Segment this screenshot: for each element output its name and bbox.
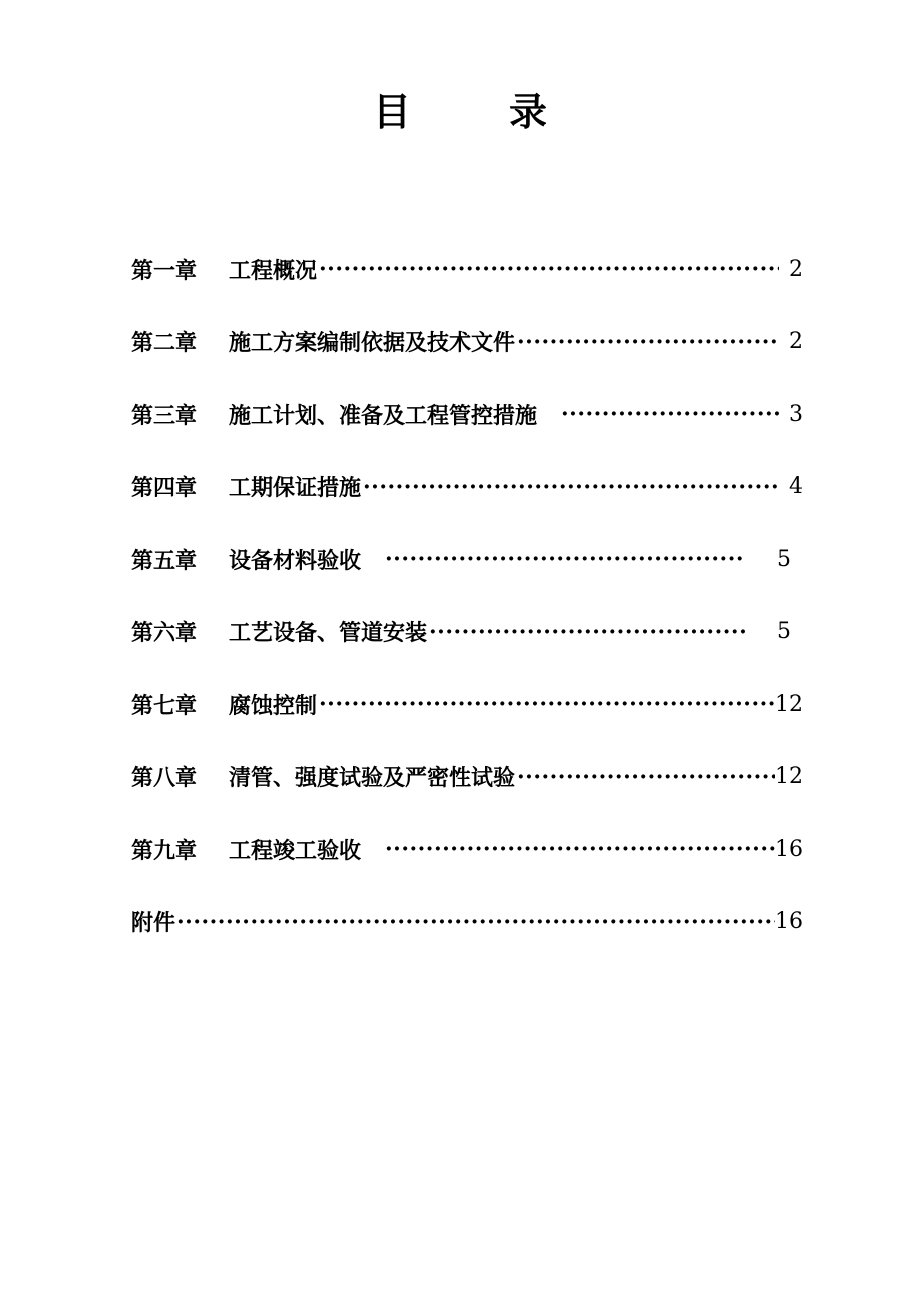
toc-page-number: 2 [789, 329, 803, 354]
toc-heading: 工期保证措施 [229, 475, 362, 501]
table-of-contents [131, 245, 803, 970]
toc-entry-appendix[interactable] [131, 898, 803, 946]
toc-entry-2[interactable] [131, 318, 803, 366]
toc-page-number: 5 [777, 619, 791, 644]
toc-leader-dots [175, 909, 775, 935]
toc-page-number: 5 [777, 546, 791, 572]
toc-leader-dots [361, 474, 779, 500]
toc-chapter-number: 第七章 [131, 692, 198, 719]
toc-chapter-number: 第八章 [131, 765, 198, 791]
toc-leader-dots [317, 691, 775, 717]
toc-leader-dots [383, 546, 745, 572]
toc-entry-8[interactable] [131, 753, 803, 801]
toc-heading: 附件 [131, 910, 176, 936]
toc-chapter-number: 第九章 [131, 837, 198, 864]
toc-page-number: 3 [789, 401, 803, 427]
toc-chapter-number: 第三章 [131, 402, 198, 429]
toc-page-number: 12 [775, 764, 803, 789]
toc-chapter-number: 第二章 [131, 330, 198, 356]
toc-entry-3[interactable] [131, 390, 803, 438]
toc-chapter-number: 第一章 [131, 257, 198, 284]
toc-heading: 清管、强度试验及严密性试验 [229, 765, 516, 791]
toc-page-number: 16 [775, 909, 803, 934]
toc-entry-4[interactable] [131, 463, 803, 511]
toc-page-number: 16 [775, 836, 803, 862]
toc-chapter-number: 第五章 [131, 547, 198, 574]
toc-heading: 腐蚀控制 [229, 692, 318, 719]
toc-leader-dots [427, 619, 745, 645]
toc-entry-5[interactable] [131, 535, 803, 583]
toc-leader-dots [515, 764, 775, 790]
title-char-right: 录 [509, 89, 548, 134]
toc-page-number: 12 [775, 691, 803, 717]
toc-page-number: 4 [789, 474, 803, 499]
page-title [0, 86, 920, 138]
toc-heading: 工程概况 [229, 257, 318, 284]
toc-heading: 设备材料验收 [229, 547, 362, 574]
toc-leader-dots [383, 836, 775, 862]
toc-heading: 施工方案编制依据及技术文件 [229, 330, 516, 356]
toc-chapter-number: 第六章 [131, 620, 198, 646]
toc-entry-7[interactable] [131, 680, 803, 728]
toc-leader-dots [317, 256, 779, 282]
toc-heading: 工艺设备、管道安装 [229, 620, 428, 646]
toc-heading: 工程竣工验收 [229, 837, 362, 864]
toc-entry-9[interactable] [131, 825, 803, 873]
toc-leader-dots [515, 329, 779, 355]
toc-leader-dots [559, 401, 779, 427]
toc-chapter-number: 第四章 [131, 475, 198, 501]
toc-heading: 施工计划、准备及工程管控措施 [229, 402, 538, 429]
toc-entry-6[interactable] [131, 608, 803, 656]
title-char-left: 目 [372, 89, 411, 134]
toc-page-number: 2 [789, 256, 803, 282]
toc-entry-1[interactable] [131, 245, 803, 293]
